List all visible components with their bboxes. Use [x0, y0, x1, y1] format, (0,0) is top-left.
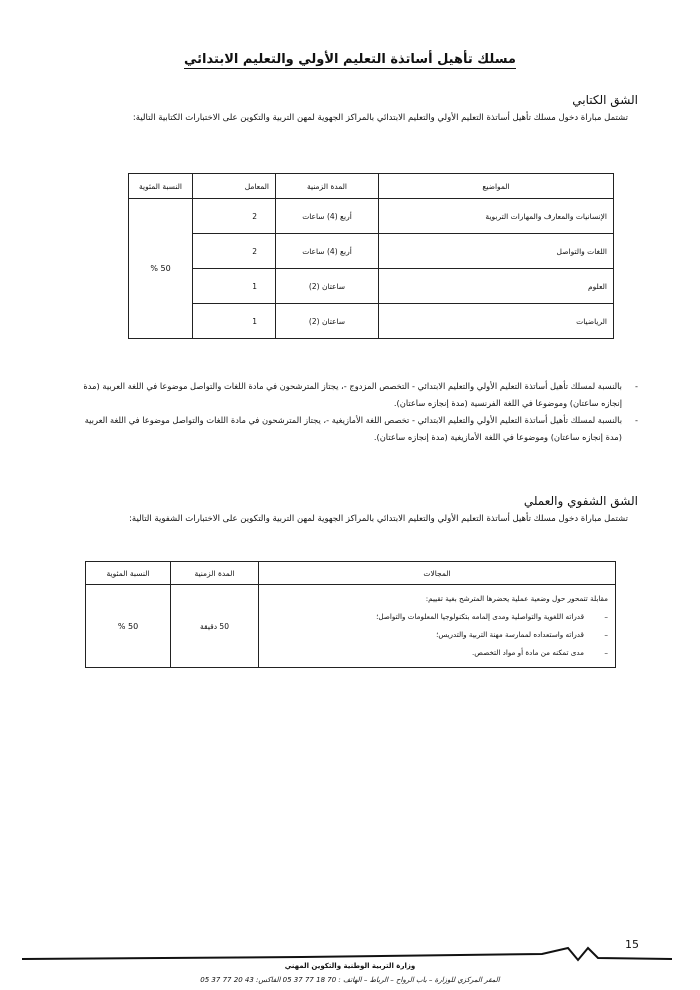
duration-cell: ساعتان (2) [276, 304, 379, 339]
duration-cell: ساعتان (2) [276, 269, 379, 304]
duration-cell: أربع (4) ساعات [276, 234, 379, 269]
footer-ministry: وزارة التربية الوطنية والتكوين المهني [284, 962, 416, 970]
note-text: بالنسبة لمسلك تأهيل أساتذة التعليم الأولي والتعليم الابتدائي - تخصص اللغة الأمازيغية -، يجتاز المترشحون في مادة اللغات والتواصل موضوعا في اللغة العربية (مدة إنجازه ساعتان) وموضوعا في اللغة الأمازيغية (مدة إنجازه ساعتان). [84, 415, 622, 442]
col-duration-header: المدة الزمنية [276, 174, 379, 199]
list-item [73, 378, 638, 412]
coef-cell: 1 [193, 269, 276, 304]
list-item: – قدراته واستعداده لممارسة مهنة التربية والتدريس؛ [266, 626, 608, 644]
coef-cell: 2 [193, 234, 276, 269]
list-item: – مدى تمكنه من مادة أو مواد التخصص. [266, 644, 608, 662]
table-row [129, 269, 614, 304]
duration-cell: أربع (4) ساعات [276, 199, 379, 234]
note-text: بالنسبة لمسلك تأهيل أساتذة التعليم الأولي والتعليم الابتدائي - التخصص المزدوج -، يجتاز المترشحون في مادة اللغات والتواصل موضوعا في اللغة العربية (مدة إنجازه ساعتان) وموضوعا في اللغة الفرنسية (مدة إنجازه ساعتان). [83, 381, 622, 408]
table-row [129, 304, 614, 339]
table-header-row [86, 562, 616, 585]
col-domains-header: المجالات [259, 562, 616, 585]
written-notes [73, 378, 638, 446]
col-duration-header: المدة الزمنية [171, 562, 259, 585]
written-exams-table [128, 173, 614, 339]
col-percent-header: النسبة المئوية [129, 174, 193, 199]
footer-address: المقر المركزي للوزارة – باب الرواح – الرباط – الهاتف : 70 18 77 37 05 الفاكس: 43 20 77 37 05 [200, 976, 500, 984]
page-number: 15 [625, 938, 639, 951]
bullet-dash: - [635, 381, 638, 391]
domains-lead: مقابلة تتمحور حول وضعية عملية يحضرها المترشح بغية تقييم: [425, 594, 608, 603]
written-section-heading: الشق الكتابي [572, 93, 638, 107]
col-percent-header: النسبة المئوية [86, 562, 171, 585]
subject-cell: اللغات والتواصل [379, 234, 614, 269]
domains-cell [259, 585, 616, 668]
duration-cell: 50 دقيقة [171, 585, 259, 668]
written-section-intro: تشتمل مباراة دخول مسلك تأهيل أساتذة التعليم الأولي والتعليم الابتدائي بالمراكز الجهوية لمهن التربية والتكوين على الاختبارات الكتابية التالية: [132, 113, 628, 123]
subject-cell: الإنسانيات والمعارف والمهارات التربوية [379, 199, 614, 234]
list-item [73, 412, 638, 446]
table-header-row [129, 174, 614, 199]
item-text: قدراته اللغوية والتواصلية ومدى إلمامه بتكنولوجيا المعلومات والتواصل؛ [376, 612, 584, 621]
list-item: – قدراته اللغوية والتواصلية ومدى إلمامه بتكنولوجيا المعلومات والتواصل؛ [266, 608, 608, 626]
table-row [86, 585, 616, 668]
bullet-dash: - [635, 415, 638, 425]
item-text: قدراته واستعداده لممارسة مهنة التربية والتدريس؛ [436, 630, 584, 639]
oral-section-intro: تشتمل مباراة دخول مسلك تأهيل أساتذة التعليم الأولي والتعليم الابتدائي بالمراكز الجهوية لمهن التربية والتكوين على الاختبارات الشفوية التالية: [129, 514, 628, 524]
page-title: مسلك تأهيل أساتذة التعليم الأولي والتعليم الابتدائي [184, 52, 516, 67]
percent-cell: 50 % [129, 199, 193, 339]
footer-divider [22, 946, 672, 962]
coef-cell: 1 [193, 304, 276, 339]
table-row [129, 234, 614, 269]
col-subject-header: المواضيع [379, 174, 614, 199]
col-coef-header: المعامل [193, 174, 276, 199]
subject-cell: الرياضيات [379, 304, 614, 339]
oral-exams-table [85, 561, 616, 668]
item-text: مدى تمكنه من مادة أو مواد التخصص. [472, 648, 584, 657]
coef-cell: 2 [193, 199, 276, 234]
subject-cell: العلوم [379, 269, 614, 304]
table-row [129, 199, 614, 234]
oral-section-heading: الشق الشفوي والعملي [523, 494, 638, 508]
percent-cell: 50 % [86, 585, 171, 668]
